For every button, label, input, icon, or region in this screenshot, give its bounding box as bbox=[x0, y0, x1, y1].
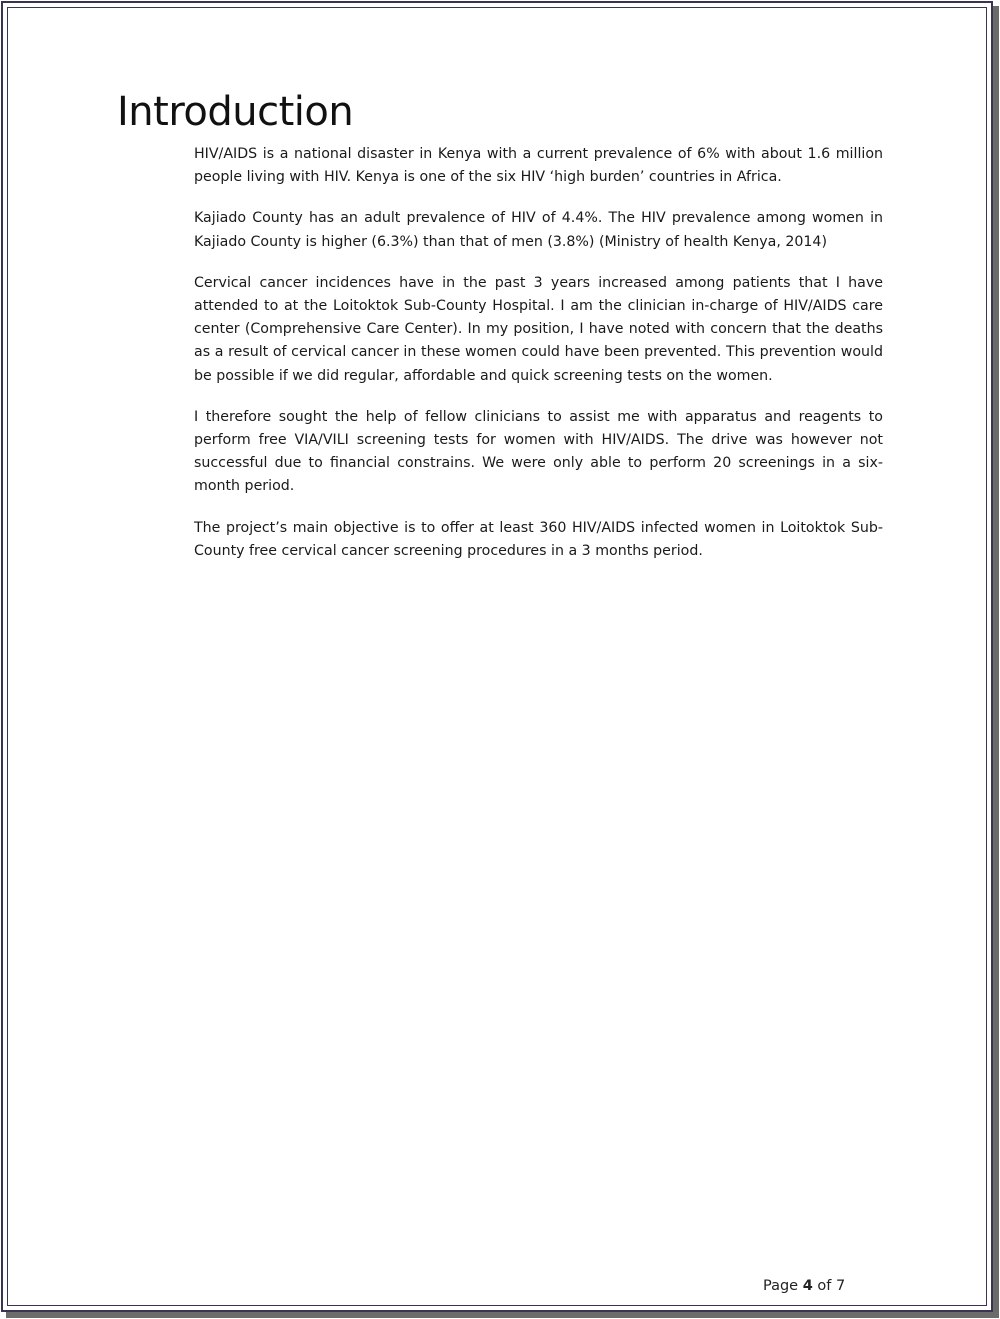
page-shadow-bottom bbox=[6, 1312, 999, 1318]
paragraph-project-objective: The project’s main objective is to offer at least 360 HIV/AIDS infected women in Loitoktok Sub-County free cervical cancer screening procedures in a 3 months period. bbox=[194, 519, 883, 559]
footer-page-number: 4 bbox=[802, 1278, 813, 1294]
footer-page-label: Page bbox=[763, 1278, 799, 1294]
paragraph-prevalence-kenya: HIV/AIDS is a national disaster in Kenya with a current prevalence of 6% with about 1.6 million people living with HIV. Kenya is one of the six HIV ‘high burden’ countries in Africa. bbox=[194, 146, 883, 186]
page-title: Introduction bbox=[117, 89, 354, 135]
paragraph-kajiado-county: Kajiado County has an adult prevalence of HIV of 4.4%. The HIV prevalence among women in Kajiado County is higher (6.3%) than that of men (3.8%) (Ministry of health Kenya, 2014) bbox=[194, 210, 883, 250]
paragraph-screening-drive: I therefore sought the help of fellow clinicians to assist me with apparatus and reagents to perform free VIA/VILI screening tests for women with HIV/AIDS. The drive was however not successful due to financial constrains. We were only able to perform 20 screenings in a six-month period. bbox=[194, 408, 883, 495]
page-shadow-right bbox=[993, 6, 999, 1318]
body-content bbox=[194, 143, 883, 581]
paragraph-cervical-cancer: Cervical cancer incidences have in the past 3 years increased among patients that I have attended to at the Loitoktok Sub-County Hospital. I am the clinician in-charge of HIV/AIDS care center (Comprehensive Care Center). In my position, I have noted with concern that the deaths as a result of cervical cancer in these women could have been prevented. This prevention would be possible if we did regular, affordable and quick screening tests on the women. bbox=[194, 274, 883, 384]
footer-of-label: of bbox=[817, 1278, 832, 1294]
footer-total-pages: 7 bbox=[836, 1278, 846, 1294]
page-footer bbox=[763, 1278, 845, 1294]
